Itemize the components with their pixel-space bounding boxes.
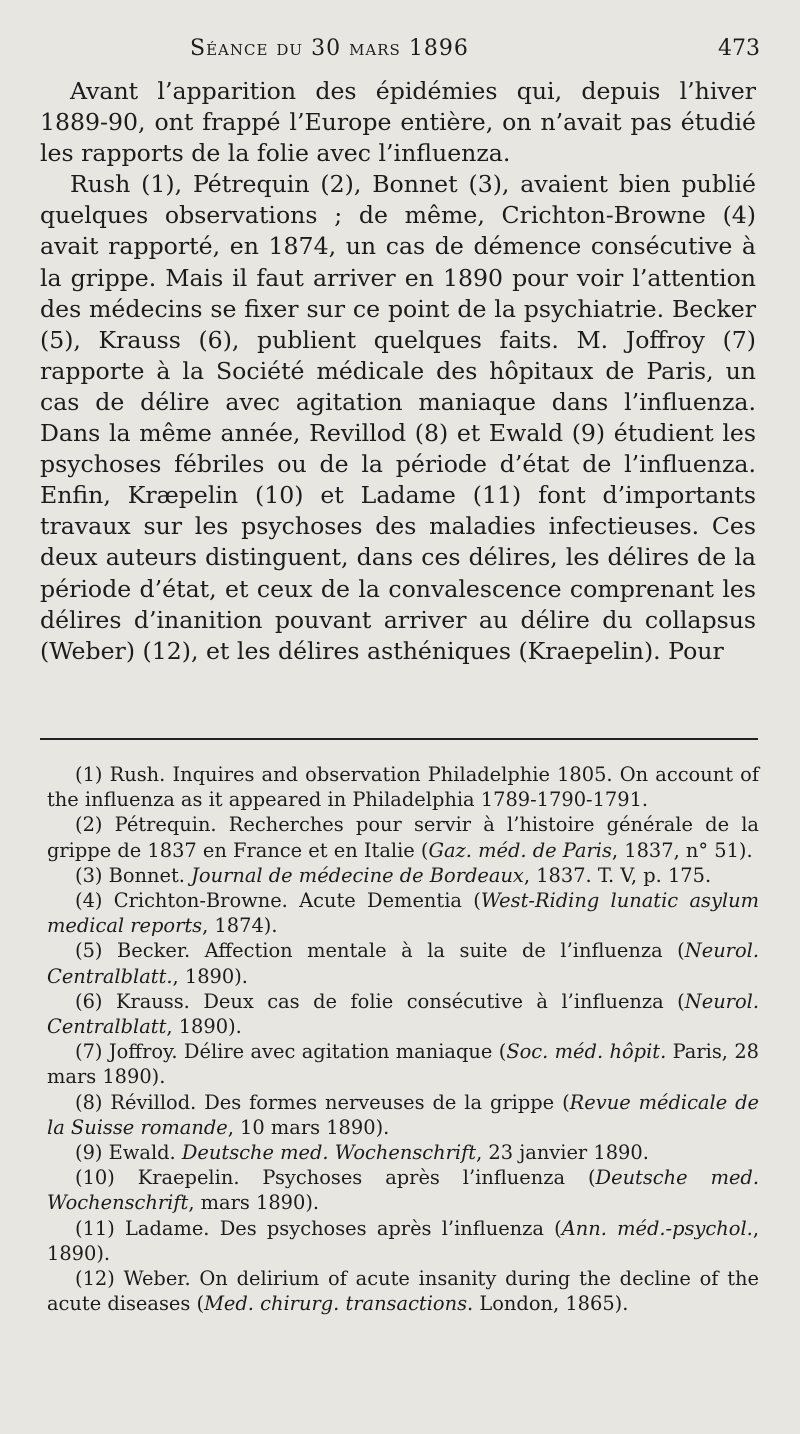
- footnote-2: [47, 812, 759, 862]
- footnote-6-source: Neurol. Centralblatt: [47, 989, 759, 1039]
- footnote-4-text: (4) Crichton-Browne. Acute Dementia (: [75, 889, 481, 913]
- running-head-session: Séance du: [190, 36, 304, 61]
- footnote-8-end: , 10 mars 1890).: [227, 1115, 390, 1139]
- footnote-11-text: (11) Ladame. Des psychoses après l’influenza (: [75, 1216, 562, 1240]
- paragraph-1: Avant l’apparition des épidémies qui, depuis l’hiver 1889-90, ont frappé l’Europe entière, on n’avait pas étudié les rapports de la folie avec l’influenza.: [40, 77, 756, 168]
- footnote-10-source: Deutsche med. Wochenschrift: [47, 1166, 760, 1215]
- footnote-2-source: Gaz. méd. de Paris: [428, 838, 612, 862]
- running-head: [190, 36, 469, 61]
- footnote-4-end: , 1874).: [202, 914, 278, 938]
- footnote-5-source: Neurol. Centralblatt.: [47, 939, 759, 988]
- footnote-5-end: , 1890).: [172, 964, 248, 988]
- footnotes: [47, 762, 759, 1316]
- footnote-11-source: Ann. méd.-psychol.: [561, 1216, 753, 1240]
- footnote-7-end: Paris, 28 mars 1890).: [47, 1040, 759, 1089]
- running-head-month: mars: [349, 36, 401, 61]
- footnote-11-end: , 1890).: [47, 1216, 759, 1265]
- footnote-7-text: (7) Joffroy. Délire avec agitation maniaque (: [75, 1040, 507, 1064]
- footnote-12: [47, 1266, 759, 1316]
- paragraph-2: Rush (1), Pétrequin (2), Bonnet (3), avaient bien publié quelques observations ; de même, Crichton-Browne (4) avait rapporté, en 1874, un cas de démence consécutive à la grippe. Mais il faut arriver en 1890 pour voir l’attention des médecins se fixer sur ce point de la psychiatrie. Becker (5), Krauss (6), publient quelques faits. M. Joffroy (7) rapporte à la Société médicale des hôpitaux de Paris, un cas de délire avec agitation maniaque dans l’influenza. Dans la même année, Revillod (8) et Ewald (9) étudient les psychoses fébriles ou de la période d’état de l’influenza. Enfin, Kræpelin (10) et Ladame (11) font d’importants travaux sur les psychoses des maladies infectieuses. Ces deux auteurs distinguent, dans ces délires, les délires de la période d’état, et ceux de la convalescence comprenant les délires d’inanition pouvant arriver au délire du collapsus (Weber) (12), et les délires asthéniques (Kraepelin). Pour: [40, 170, 756, 665]
- running-head-day: 30: [303, 36, 350, 61]
- footnote-9-text: (9) Ewald.: [75, 1141, 182, 1165]
- footnote-8-source: Revue médicale de la Suisse romande: [47, 1090, 759, 1139]
- footnote-5-text: (5) Becker. Affection mentale à la suite de l’influenza (: [75, 939, 685, 963]
- footnote-5: [47, 938, 759, 988]
- page-header: [40, 30, 760, 70]
- footnote-9-end: , 23 janvier 1890.: [476, 1141, 649, 1165]
- footnote-3-source: Journal de médecine de Bordeaux: [191, 863, 524, 887]
- footnote-12-end: . London, 1865).: [467, 1292, 629, 1316]
- footnote-10: [47, 1165, 759, 1215]
- footnote-6-end: , 1890).: [166, 1015, 242, 1039]
- footnote-2-text: (2) Pétrequin. Recherches pour servir à l’histoire générale de la grippe de 1837 en France et en Italie (: [47, 813, 759, 862]
- footnote-12-text: (12) Weber. On delirium of acute insanity during the decline of the acute diseases (: [47, 1267, 759, 1316]
- running-head-year: 1896: [400, 36, 469, 61]
- footnote-4: [47, 888, 759, 938]
- footnote-3-end: , 1837. T. V, p. 175.: [523, 863, 712, 887]
- footnote-10-text: (10) Kraepelin. Psychoses après l’influenza (: [75, 1166, 596, 1190]
- footnote-3-text: (3) Bonnet.: [75, 863, 192, 887]
- footnote-10-end: , mars 1890).: [188, 1191, 320, 1215]
- footnote-12-source: Med. chirurg. transactions: [204, 1292, 468, 1316]
- footnote-8: [47, 1090, 759, 1140]
- footnote-8-text: (8) Révillod. Des formes nerveuses de la grippe (: [75, 1090, 570, 1114]
- footnote-6-text: (6) Krauss. Deux cas de folie consécutive à l’influenza (: [75, 989, 685, 1013]
- footnote-separator: [40, 738, 758, 740]
- page-number: 473: [718, 36, 760, 61]
- footnote-4-source: West-Riding lunatic asylum medical reports: [47, 889, 759, 938]
- footnote-1: [47, 762, 759, 812]
- footnote-7-source: Soc. méd. hôpit.: [506, 1040, 667, 1064]
- footnote-3: [47, 863, 759, 888]
- footnote-6: [47, 989, 759, 1039]
- footnote-9: [47, 1140, 759, 1165]
- footnote-9-source: Deutsche med. Wochenschrift: [181, 1141, 477, 1165]
- footnote-7: [47, 1039, 759, 1089]
- footnote-1-text: (1) Rush. Inquires and observation Philadelphie 1805. On account of the influenza as it appeared in Philadelphia 1789-1790-1791.: [47, 763, 759, 812]
- footnote-2-end: , 1837, n° 51).: [611, 838, 753, 862]
- body-text: [40, 76, 756, 667]
- footnote-11: [47, 1216, 759, 1266]
